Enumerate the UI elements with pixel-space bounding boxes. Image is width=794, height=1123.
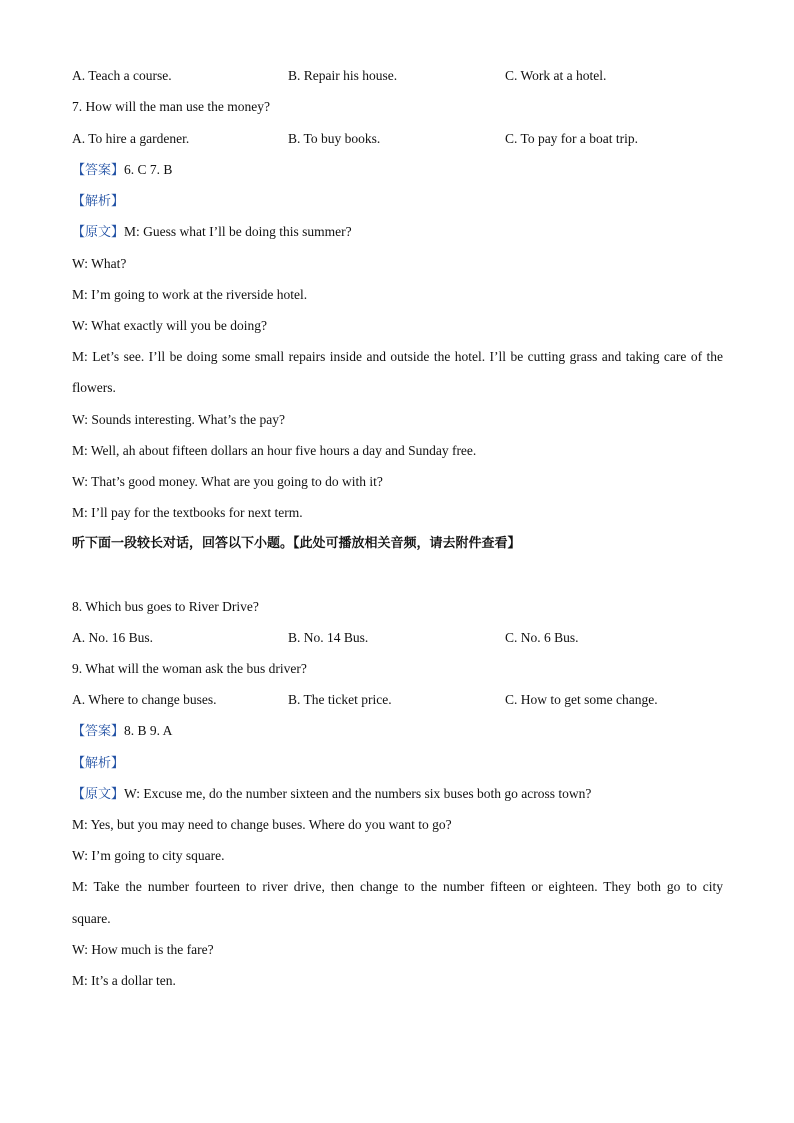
transcript-line: W: What exactly will you be doing? [72, 318, 267, 333]
q9-option-a: A. Where to change buses. [72, 692, 217, 707]
q6-option-c: C. Work at a hotel. [505, 68, 607, 83]
q9-option-c: C. How to get some change. [505, 692, 658, 707]
answer-tag: 【答案】 [72, 724, 125, 739]
section-instruction: 听下面一段较长对话，回答以下小题。【此处可播放相关音频，请去附件查看】 [72, 536, 521, 551]
transcript-tag: 【原文】 [72, 225, 125, 240]
analysis-tag: 【解析】 [72, 756, 125, 771]
transcript-line: W: What? [72, 256, 127, 271]
transcript-line: M: It’s a dollar ten. [72, 973, 176, 988]
q8-option-b: B. No. 14 Bus. [288, 630, 369, 645]
transcript-line: M: Let’s see. I’ll be doing some small repairs inside and outside the hotel. I’ll be cutting grass and taking care of the [72, 349, 723, 364]
q8-question: 8. Which bus goes to River Drive? [72, 599, 259, 614]
transcript-line [72, 223, 352, 242]
analysis-line-1 [72, 192, 124, 211]
q9-question: 9. What will the woman ask the bus driver? [72, 661, 307, 676]
transcript-line: M: Take the number fourteen to river drive, then change to the number fifteen or eighteen. They both go to city [72, 879, 723, 894]
transcript-line: W: That’s good money. What are you going to do with it? [72, 474, 383, 489]
q7-option-b: B. To buy books. [288, 131, 381, 146]
transcript-text: W: Excuse me, do the number sixteen and the numbers six buses both go across town? [124, 786, 592, 801]
transcript-line: W: How much is the fare? [72, 942, 214, 957]
q7-question: 7. How will the man use the money? [72, 99, 270, 114]
transcript-line: flowers. [72, 380, 116, 395]
q7-option-a: A. To hire a gardener. [72, 131, 190, 146]
transcript-line: W: Sounds interesting. What’s the pay? [72, 412, 285, 427]
transcript-tag: 【原文】 [72, 787, 125, 802]
q6-option-a: A. Teach a course. [72, 68, 172, 83]
analysis-line-2 [72, 754, 124, 773]
transcript-line: W: I’m going to city square. [72, 848, 225, 863]
answer-tag: 【答案】 [72, 163, 125, 178]
q7-option-c: C. To pay for a boat trip. [505, 131, 639, 146]
q6-option-b: B. Repair his house. [288, 68, 398, 83]
transcript-text: M: Guess what I’ll be doing this summer? [124, 224, 352, 239]
transcript-line [72, 785, 591, 804]
transcript-line: M: Well, ah about fifteen dollars an hour five hours a day and Sunday free. [72, 443, 477, 458]
q9-option-b: B. The ticket price. [288, 692, 392, 707]
transcript-line: M: I’ll pay for the textbooks for next term. [72, 505, 303, 520]
q8-option-a: A. No. 16 Bus. [72, 630, 154, 645]
answer-line-2 [72, 722, 172, 741]
answer-value: 8. B 9. A [124, 723, 173, 738]
answer-line-1 [72, 161, 172, 180]
analysis-tag: 【解析】 [72, 194, 125, 209]
transcript-line: M: I’m going to work at the riverside hotel. [72, 287, 308, 302]
answer-value: 6. C 7. B [124, 162, 173, 177]
transcript-line: square. [72, 911, 111, 926]
transcript-line: M: Yes, but you may need to change buses. Where do you want to go? [72, 817, 452, 832]
q8-option-c: C. No. 6 Bus. [505, 630, 579, 645]
